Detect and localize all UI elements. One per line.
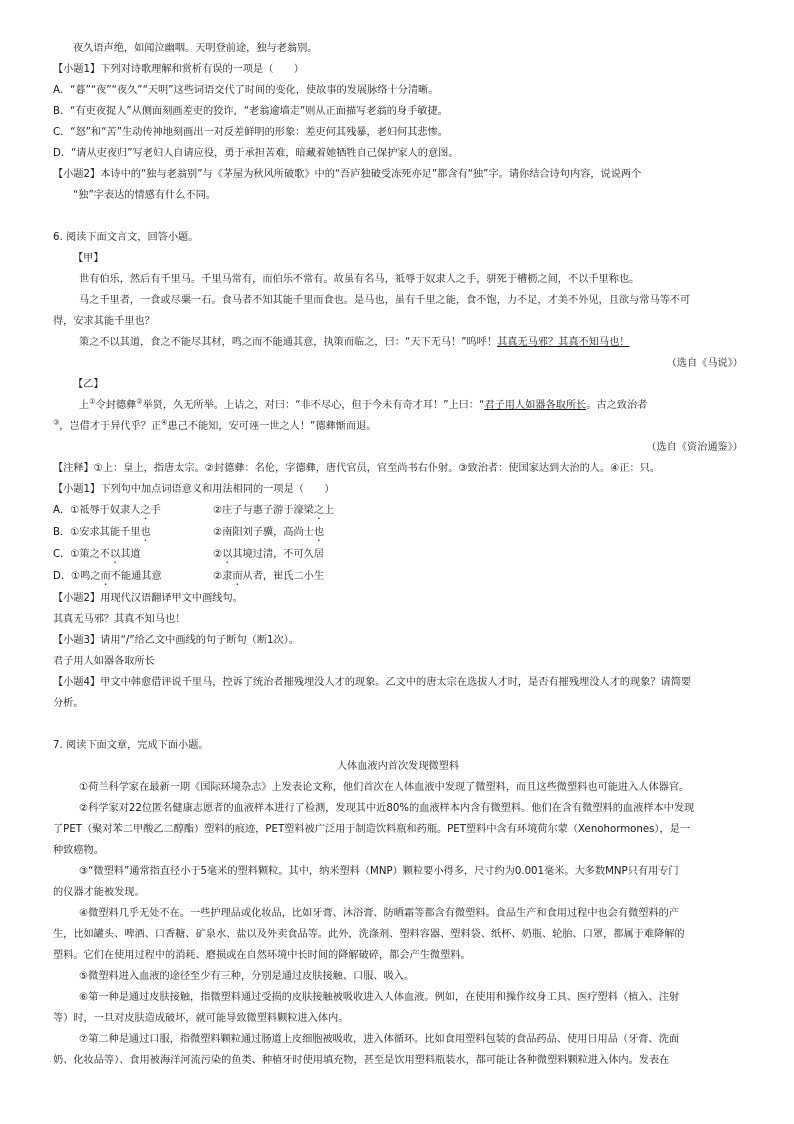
q7-para4-line2: 生，比如罐头、啤酒、口香糖、矿泉水、盐以及外卖食品等。此外，洗涤剂、塑料容器、塑料袋、纸杯、奶瓶、轮胎、口罩，都属于难降解的 <box>53 929 685 940</box>
q6-yi-text-1: 上 <box>79 400 90 411</box>
q6-sub3-prompt: 【小题3】请用“/”给乙文中画线的句子断句（断1次）。 <box>53 635 299 646</box>
opt-d-part4: 从者，崔氏二小生 <box>242 571 325 582</box>
opt-c-part3: ② <box>213 549 223 560</box>
q6-yi-source: （选自《资治通鉴》） <box>646 442 743 453</box>
q6-sub1-prompt: 【小题1】下列句中加点词语意义和用法相同的一项是（ ） <box>53 484 335 495</box>
q6-sub1-option-a <box>53 500 743 522</box>
q5-option-a: A．“暮”“夜”“夜久”“天明”这些词语交代了时间的变化，使故事的发展脉络十分清晰。 <box>53 85 439 96</box>
opt-c-part4: 其境过清，不可久居 <box>232 549 325 560</box>
q7-para6-line1: ⑥第一种是通过皮肤接触，指微塑料通过受损的皮肤接触被吸收进入人体血液。例如，在使用和操作纹身工具、医疗塑料（植入、注射 <box>79 992 680 1003</box>
q6-jia-para2-line2: 得，安求其能千里也？ <box>53 316 155 327</box>
opt-a-dotted-word-2: 之 <box>313 505 325 516</box>
q6-sub4-prompt-line1: 【小题4】甲文中韩愈借评说千里马，控诉了统治者摧残埋没人才的现象。乙文中的唐太宗在选拔人才时，是否有摧残埋没人才的现象？请简要 <box>53 677 692 688</box>
q6-yi-text-2: 令封德彝 <box>95 400 137 411</box>
q7-para3-line1: ③“微塑料”通常指直径小于5毫米的塑料颗粒。其中，纳米塑料（MNP）颗粒要小得多，尺寸约为0.001毫米。大多数MNP只有用专门 <box>79 866 679 877</box>
opt-b-dotted-word: 也 <box>140 527 151 538</box>
q7-para6-line2: 等）时，一旦对皮肤造成破坏，就可能导致微塑料颗粒进入体内。 <box>53 1013 349 1024</box>
document-page <box>53 38 743 1071</box>
q5-option-d: D．“请从吏夜归”写老妇人自请应役，勇于承担苦难，暗藏着她牺牲自己保护家人的意图。 <box>53 148 459 159</box>
opt-b-part1: B．①安求其能千里 <box>53 527 141 538</box>
q5-option-c: C．“怒”和“苦”生动传神地刻画出一对反差鲜明的形象：差吏何其残暴，老妇何其悲惨。 <box>53 127 448 138</box>
note-marker-1: ① <box>89 397 96 406</box>
q6-notes: 【注释】①上：皇上，指唐太宗。②封德彝：名伦，字德彝，唐代官员，官至尚书右仆射。③致治者：使国家达到大治的人。④正：只。 <box>53 463 661 474</box>
q7-para4-line1: ④微塑料几乎无处不在。一些护理品或化妆品，比如牙膏、沐浴膏、防晒霜等都含有微塑料。食品生产和食用过程中也会有微塑料的产 <box>79 908 680 919</box>
opt-c-dotted-word-2: 以 <box>222 549 233 560</box>
q7-article-title: 人体血液内首次发现微塑料 <box>336 761 460 772</box>
q5-sub1-prompt: 【小题1】下列对诗歌理解和赏析有误的一项是（ ） <box>53 64 304 75</box>
q6-jia-para3-text: 策之不以其道，食之不能尽其材，鸣之而不能通其意，执策而临之，曰：“天下无马！”呜呼！ <box>79 337 498 348</box>
opt-c-part1: C．①策之不 <box>53 549 110 560</box>
q6-yi-text-4: 。古之致治者 <box>586 400 648 411</box>
opt-a-part1: A．①祗辱于奴隶人 <box>53 505 141 516</box>
q7-para1: ①荷兰科学家在最新一期《国际环境杂志》上发表论文称，他们首次在人体血液中发现了微塑料，而且这些微塑料也可能进入人体器官。 <box>79 782 690 793</box>
opt-d-part2: 不能通其意 <box>110 571 162 582</box>
q7-para7-line1: ⑦第二种是通过口服，指微塑料颗粒通过肠道上皮细胞被吸收，进入体循环。比如食用塑料包装的食品药品、使用日用品（牙膏、洗面 <box>79 1034 680 1045</box>
q7-heading: 7. 阅读下面文章，完成下面小题。 <box>53 740 209 751</box>
q7-para4-line3: 塑料。它们在使用过程中的消耗、磨损或在自然环境中长时间的降解破碎，都会产生微塑料。 <box>53 950 471 961</box>
q6-jia-para2-line1: 马之千里者，一食或尽粟一石。食马者不知其能千里而食也。是马也，虽有千里之能，食不饱，力不足，才美不外见，且欲与常马等不可 <box>79 295 691 306</box>
opt-c-part2: 其道 <box>120 549 141 560</box>
note-marker-2: ② <box>136 397 143 406</box>
q6-yi-label: 【乙】 <box>73 379 104 390</box>
q6-jia-para1: 世有伯乐，然后有千里马。千里马常有，而伯乐不常有。故虽有名马，祗辱于奴隶人之手，骈死于槽枥之间，不以千里称也。 <box>79 274 640 285</box>
q6-sub2-text: 其真无马邪？其真不知马也！ <box>53 614 186 625</box>
q7-para7-line2: 奶、化妆品等）、食用被海洋河流污染的鱼类、种植牙时使用填充物，甚至是饮用塑料瓶装水，都可能让各种微塑料颗粒进入体内。发表在 <box>53 1055 670 1066</box>
note-marker-3: ③ <box>53 418 60 427</box>
q6-sub3-text: 君子用人如器各取所长 <box>53 656 155 667</box>
opt-a-part2: 手 <box>150 505 161 516</box>
opt-d-dotted-word-2: 而 <box>232 571 243 582</box>
opt-d-part1: D．①鸣之 <box>53 571 101 582</box>
q6-sub4-prompt-line2: 分析。 <box>53 698 84 709</box>
q7-para2-line1: ②科学家对22位匿名健康志愿者的血液样本进行了检测，发现其中近80%的血液样本内含有微塑料。他们在含有微塑料的血液样本中发现 <box>79 803 695 814</box>
q6-yi-text-5: ，岂借才于异代乎？正 <box>59 421 162 432</box>
q6-sub1-option-b <box>53 522 743 544</box>
q5-sub2-prompt-line1: 【小题2】本诗中的“独与老翁别”与《茅屋为秋风所破歌》中的“吾庐独破受冻死亦足”都含有“独”字。请你结合诗句内容，说说两个 <box>53 169 642 180</box>
q7-para2-line3: 种致癌物。 <box>53 845 104 856</box>
opt-a-part3: ②庄子与惠子游于濠梁 <box>213 505 314 516</box>
q5-sub2-prompt-line2: “独”字表达的情感有什么不同。 <box>73 190 216 201</box>
q6-sub2-prompt: 【小题2】用现代汉语翻译甲文中画线句。 <box>53 593 243 604</box>
q5-option-b: B．“有吏夜捉人”从侧面刻画差吏的狡诈，“老翁逾墙走”则从正面描写老翁的身手敏捷。 <box>53 106 448 117</box>
opt-c-dotted-word: 以 <box>110 549 121 560</box>
q6-jia-underlined-sentence: 其真无马邪？其真不知马也！ <box>497 337 630 348</box>
opt-b-dotted-word-2: 也 <box>313 527 325 538</box>
opt-b-part3: ②南阳刘子骥，高尚士 <box>213 527 314 538</box>
q7-para5: ⑤微塑料进入血液的途径至少有三种，分别是通过皮肤接触、口服、吸入。 <box>79 971 415 982</box>
q6-sub1-option-d <box>53 566 743 588</box>
opt-d-part3: ②隶 <box>213 571 233 582</box>
q6-yi-text-6: 患己不能知，安可诬一世之人！”德彝惭而退。 <box>167 421 377 432</box>
q7-para3-line2: 的仪器才能被发现。 <box>53 887 145 898</box>
q6-yi-para-line1 <box>53 395 743 416</box>
opt-a-part4: 上 <box>324 505 335 516</box>
q6-sub1-option-c <box>53 544 743 566</box>
opt-a-dotted-word: 之 <box>140 505 151 516</box>
q7-para2-line2: 了PET（聚对苯二甲酸乙二醇酯）塑料的痕迹，PET塑料被广泛用于制造饮料瓶和药瓶。PET塑料中含有环境荷尔蒙（Xenohormones），是一 <box>53 824 691 835</box>
note-marker-4: ④ <box>161 418 168 427</box>
q6-jia-source: （选自《马说》） <box>666 358 743 369</box>
q6-yi-text-3: 举贤，久无所举。上诘之，对曰：“非不尽心，但于今未有奇才耳！”上曰：“ <box>142 400 485 411</box>
q6-yi-para-line2 <box>53 416 743 437</box>
q6-yi-underlined-sentence: 君子用人如器各取所长 <box>484 400 587 411</box>
poem-last-line: 夜久语声绝，如闻泣幽咽。天明登前途，独与老翁别。 <box>73 43 318 54</box>
q6-jia-para3 <box>53 332 743 353</box>
q6-jia-label: 【甲】 <box>73 253 104 264</box>
opt-d-dotted-word: 而 <box>100 571 111 582</box>
q6-heading: 6. 阅读下面文言文，回答小题。 <box>53 232 199 243</box>
